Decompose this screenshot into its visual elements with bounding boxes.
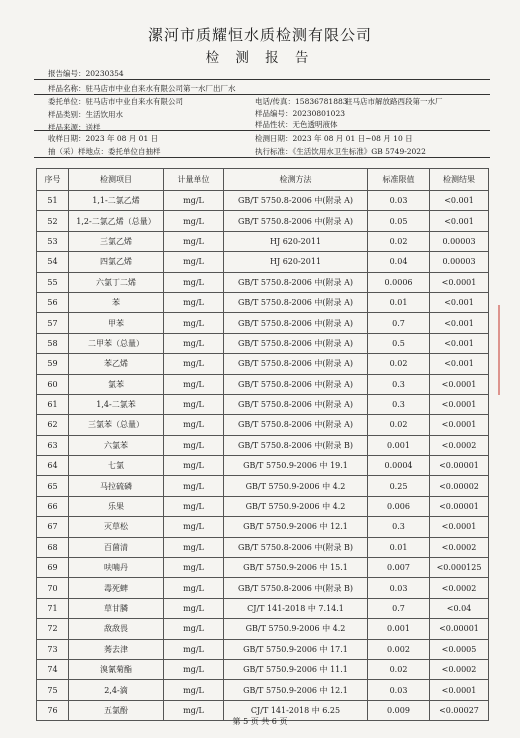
info-sampling: 抽（采）样地点：委托单位自抽样 [48, 147, 161, 156]
cell-method: CJ/T 141-2018 中 6.25 [224, 700, 368, 720]
info-phone: 电话/传真：15836781883 [255, 97, 348, 106]
info-test-date: 检测日期：2023 年 08 月 01 日~08 月 10 日 [255, 134, 413, 143]
col-header-limit: 标准限值 [368, 169, 430, 191]
table-row [37, 476, 489, 496]
table-row [37, 680, 489, 700]
cell-limit: 0.7 [368, 313, 430, 333]
cell-unit: mg/L [164, 659, 224, 679]
cell-limit: 0.03 [368, 578, 430, 598]
cell-result: <0.001 [430, 313, 489, 333]
cell-limit: 0.007 [368, 558, 430, 578]
cell-index: 52 [37, 211, 69, 231]
table-row [37, 659, 489, 679]
cell-unit: mg/L [164, 598, 224, 618]
divider [34, 130, 490, 131]
cell-item: 马拉硫磷 [69, 476, 164, 496]
table-row [37, 272, 489, 292]
cell-result: <0.0001 [430, 415, 489, 435]
cell-index: 75 [37, 680, 69, 700]
cell-item: 呋喃丹 [69, 558, 164, 578]
cell-item: 毒死蜱 [69, 578, 164, 598]
cell-unit: mg/L [164, 639, 224, 659]
cell-method: GB/T 5750.8-2006 中(附录 A) [224, 292, 368, 312]
cell-result: <0.0002 [430, 578, 489, 598]
divider [34, 94, 490, 95]
divider-top [34, 79, 490, 80]
cell-limit: 0.7 [368, 598, 430, 618]
cell-index: 64 [37, 456, 69, 476]
cell-limit: 0.03 [368, 191, 430, 211]
cell-result: <0.001 [430, 292, 489, 312]
cell-limit: 0.02 [368, 415, 430, 435]
cell-limit: 0.006 [368, 496, 430, 516]
cell-method: GB/T 5750.8-2006 中(附录 B) [224, 578, 368, 598]
cell-limit: 0.001 [368, 619, 430, 639]
cell-method: GB/T 5750.8-2006 中(附录 B) [224, 435, 368, 455]
col-header-method: 检测方法 [224, 169, 368, 191]
cell-unit: mg/L [164, 252, 224, 272]
table-row [37, 517, 489, 537]
cell-unit: mg/L [164, 517, 224, 537]
cell-result: <0.0001 [430, 374, 489, 394]
cell-index: 55 [37, 272, 69, 292]
cell-unit: mg/L [164, 313, 224, 333]
table-row [37, 374, 489, 394]
cell-result: <0.04 [430, 598, 489, 618]
cell-item: 2,4-滴 [69, 680, 164, 700]
cell-method: GB/T 5750.9-2006 中 17.1 [224, 639, 368, 659]
col-header-index: 序号 [37, 169, 69, 191]
table-row [37, 394, 489, 414]
table-row [37, 578, 489, 598]
table-row [37, 619, 489, 639]
table-row [37, 639, 489, 659]
table-header-row [37, 169, 489, 191]
cell-unit: mg/L [164, 191, 224, 211]
cell-limit: 0.009 [368, 700, 430, 720]
table-row [37, 496, 489, 516]
table-row [37, 231, 489, 251]
cell-result: <0.00001 [430, 496, 489, 516]
cell-index: 53 [37, 231, 69, 251]
cell-item: 乐果 [69, 496, 164, 516]
table-row [37, 354, 489, 374]
cell-method: GB/T 5750.9-2006 中 4.2 [224, 476, 368, 496]
cell-method: GB/T 5750.9-2006 中 4.2 [224, 619, 368, 639]
cell-method: GB/T 5750.9-2006 中 4.2 [224, 496, 368, 516]
cell-limit: 0.02 [368, 231, 430, 251]
cell-limit: 0.3 [368, 517, 430, 537]
cell-result: 0.00003 [430, 252, 489, 272]
cell-result: 0.00003 [430, 231, 489, 251]
cell-method: GB/T 5750.8-2006 中(附录 A) [224, 191, 368, 211]
cell-item: 苯 [69, 292, 164, 312]
table-row [37, 537, 489, 557]
cell-limit: 0.001 [368, 435, 430, 455]
cell-method: GB/T 5750.9-2006 中 15.1 [224, 558, 368, 578]
cell-unit: mg/L [164, 354, 224, 374]
cell-result: <0.0002 [430, 537, 489, 557]
cell-result: <0.0001 [430, 517, 489, 537]
info-sample-name: 样品名称：驻马店市中业自来水有限公司第一水厂出厂水 [48, 84, 236, 93]
cell-index: 71 [37, 598, 69, 618]
cell-index: 61 [37, 394, 69, 414]
info-received: 收样日期：2023 年 08 月 01 日 [48, 134, 159, 143]
cell-index: 54 [37, 252, 69, 272]
cell-result: <0.0001 [430, 272, 489, 292]
table-row [37, 435, 489, 455]
cell-item: 溴氰菊酯 [69, 659, 164, 679]
info-address: 驻马店市解放路西段第一水厂 [345, 97, 443, 106]
cell-result: <0.001 [430, 211, 489, 231]
cell-item: 五氯酚 [69, 700, 164, 720]
cell-item: 三氯苯（总量） [69, 415, 164, 435]
cell-method: GB/T 5750.8-2006 中(附录 A) [224, 415, 368, 435]
cell-unit: mg/L [164, 394, 224, 414]
cell-result: <0.0001 [430, 680, 489, 700]
company-name: 漯河市质耀恒水质检测有限公司 [147, 26, 372, 44]
cell-unit: mg/L [164, 496, 224, 516]
info-property: 样品性状：无色透明液体 [255, 120, 338, 129]
report-number: 报告编号：20230354 [48, 69, 124, 78]
cell-item: 六氯丁二烯 [69, 272, 164, 292]
cell-item: 四氯乙烯 [69, 252, 164, 272]
cell-limit: 0.01 [368, 292, 430, 312]
table-row [37, 333, 489, 353]
cell-unit: mg/L [164, 578, 224, 598]
cell-method: GB/T 5750.8-2006 中(附录 A) [224, 333, 368, 353]
page-footer: 第 5 页 共 6 页 [232, 717, 288, 726]
cell-item: 灭草松 [69, 517, 164, 537]
cell-index: 65 [37, 476, 69, 496]
cell-unit: mg/L [164, 456, 224, 476]
cell-result: <0.001 [430, 354, 489, 374]
cell-index: 63 [37, 435, 69, 455]
table-row [37, 598, 489, 618]
cell-limit: 0.0004 [368, 456, 430, 476]
cell-index: 56 [37, 292, 69, 312]
cell-method: GB/T 5750.8-2006 中(附录 A) [224, 374, 368, 394]
cell-method: HJ 620-2011 [224, 252, 368, 272]
cell-item: 二甲苯（总量） [69, 333, 164, 353]
cell-unit: mg/L [164, 537, 224, 557]
info-source: 样品来源：送样 [48, 123, 101, 132]
cell-result: <0.0002 [430, 435, 489, 455]
cell-unit: mg/L [164, 435, 224, 455]
cell-unit: mg/L [164, 231, 224, 251]
cell-method: GB/T 5750.8-2006 中(附录 A) [224, 354, 368, 374]
cell-limit: 0.002 [368, 639, 430, 659]
cell-index: 51 [37, 191, 69, 211]
table-row [37, 456, 489, 476]
cell-unit: mg/L [164, 211, 224, 231]
cell-method: GB/T 5750.8-2006 中(附录 A) [224, 394, 368, 414]
cell-result: <0.001 [430, 191, 489, 211]
cell-index: 62 [37, 415, 69, 435]
cell-method: GB/T 5750.8-2006 中(附录 A) [224, 211, 368, 231]
info-category: 样品类别：生活饮用水 [48, 110, 123, 119]
cell-item: 七氯 [69, 456, 164, 476]
col-header-result: 检测结果 [430, 169, 489, 191]
cell-limit: 0.25 [368, 476, 430, 496]
cell-limit: 0.0006 [368, 272, 430, 292]
cell-index: 60 [37, 374, 69, 394]
cell-index: 69 [37, 558, 69, 578]
table-row [37, 558, 489, 578]
cell-method: HJ 620-2011 [224, 231, 368, 251]
results-table [36, 168, 489, 721]
info-sample-no: 样品编号：20230801023 [255, 109, 345, 118]
cell-index: 66 [37, 496, 69, 516]
cell-unit: mg/L [164, 700, 224, 720]
cell-method: GB/T 5750.8-2006 中(附录 A) [224, 313, 368, 333]
cell-unit: mg/L [164, 272, 224, 292]
col-header-item: 检测项目 [69, 169, 164, 191]
table-row [37, 292, 489, 312]
cell-result: <0.00027 [430, 700, 489, 720]
cell-unit: mg/L [164, 374, 224, 394]
cell-unit: mg/L [164, 333, 224, 353]
cell-limit: 0.02 [368, 354, 430, 374]
cell-index: 74 [37, 659, 69, 679]
cell-unit: mg/L [164, 619, 224, 639]
cell-limit: 0.01 [368, 537, 430, 557]
cell-index: 72 [37, 619, 69, 639]
cell-index: 76 [37, 700, 69, 720]
cell-index: 57 [37, 313, 69, 333]
cell-item: 百菌清 [69, 537, 164, 557]
cell-index: 73 [37, 639, 69, 659]
cell-result: <0.000125 [430, 558, 489, 578]
cell-limit: 0.05 [368, 211, 430, 231]
cell-result: <0.00002 [430, 476, 489, 496]
cell-index: 68 [37, 537, 69, 557]
cell-method: GB/T 5750.9-2006 中 19.1 [224, 456, 368, 476]
cell-limit: 0.04 [368, 252, 430, 272]
cell-limit: 0.03 [368, 680, 430, 700]
cell-index: 58 [37, 333, 69, 353]
info-standard: 执行标准：《生活饮用水卫生标准》GB 5749-2022 [255, 147, 426, 156]
cell-item: 六氯苯 [69, 435, 164, 455]
cell-unit: mg/L [164, 680, 224, 700]
stamp-mark [498, 305, 520, 395]
cell-item: 莠去津 [69, 639, 164, 659]
cell-index: 67 [37, 517, 69, 537]
cell-item: 1,2-二氯乙烯（总量） [69, 211, 164, 231]
cell-item: 苯乙烯 [69, 354, 164, 374]
cell-limit: 0.3 [368, 394, 430, 414]
table-row [37, 313, 489, 333]
cell-limit: 0.5 [368, 333, 430, 353]
cell-limit: 0.3 [368, 374, 430, 394]
cell-index: 70 [37, 578, 69, 598]
divider [34, 157, 490, 158]
cell-unit: mg/L [164, 292, 224, 312]
cell-unit: mg/L [164, 558, 224, 578]
cell-result: <0.00001 [430, 619, 489, 639]
cell-result: <0.0002 [430, 659, 489, 679]
cell-unit: mg/L [164, 476, 224, 496]
cell-method: GB/T 5750.8-2006 中(附录 A) [224, 272, 368, 292]
cell-item: 草甘膦 [69, 598, 164, 618]
cell-result: <0.001 [430, 333, 489, 353]
cell-item: 1,4-二氯苯 [69, 394, 164, 414]
cell-method: GB/T 5750.9-2006 中 12.1 [224, 680, 368, 700]
table-row [37, 415, 489, 435]
cell-method: CJ/T 141-2018 中 7.14.1 [224, 598, 368, 618]
cell-method: GB/T 5750.9-2006 中 12.1 [224, 517, 368, 537]
cell-method: GB/T 5750.8-2006 中(附录 B) [224, 537, 368, 557]
info-client: 委托单位：驻马店市中业自来水有限公司 [48, 97, 183, 106]
table-row [37, 211, 489, 231]
cell-item: 甲苯 [69, 313, 164, 333]
table-row [37, 252, 489, 272]
cell-item: 氯苯 [69, 374, 164, 394]
cell-index: 59 [37, 354, 69, 374]
cell-result: <0.0001 [430, 394, 489, 414]
col-header-unit: 计量单位 [164, 169, 224, 191]
report-title: 检 测 报 告 [205, 50, 315, 66]
cell-item: 敌敌畏 [69, 619, 164, 639]
cell-method: GB/T 5750.9-2006 中 11.1 [224, 659, 368, 679]
cell-item: 1,1-二氯乙烯 [69, 191, 164, 211]
cell-result: <0.00001 [430, 456, 489, 476]
cell-item: 三氯乙烯 [69, 231, 164, 251]
cell-unit: mg/L [164, 415, 224, 435]
cell-limit: 0.02 [368, 659, 430, 679]
cell-result: <0.0005 [430, 639, 489, 659]
table-row [37, 191, 489, 211]
